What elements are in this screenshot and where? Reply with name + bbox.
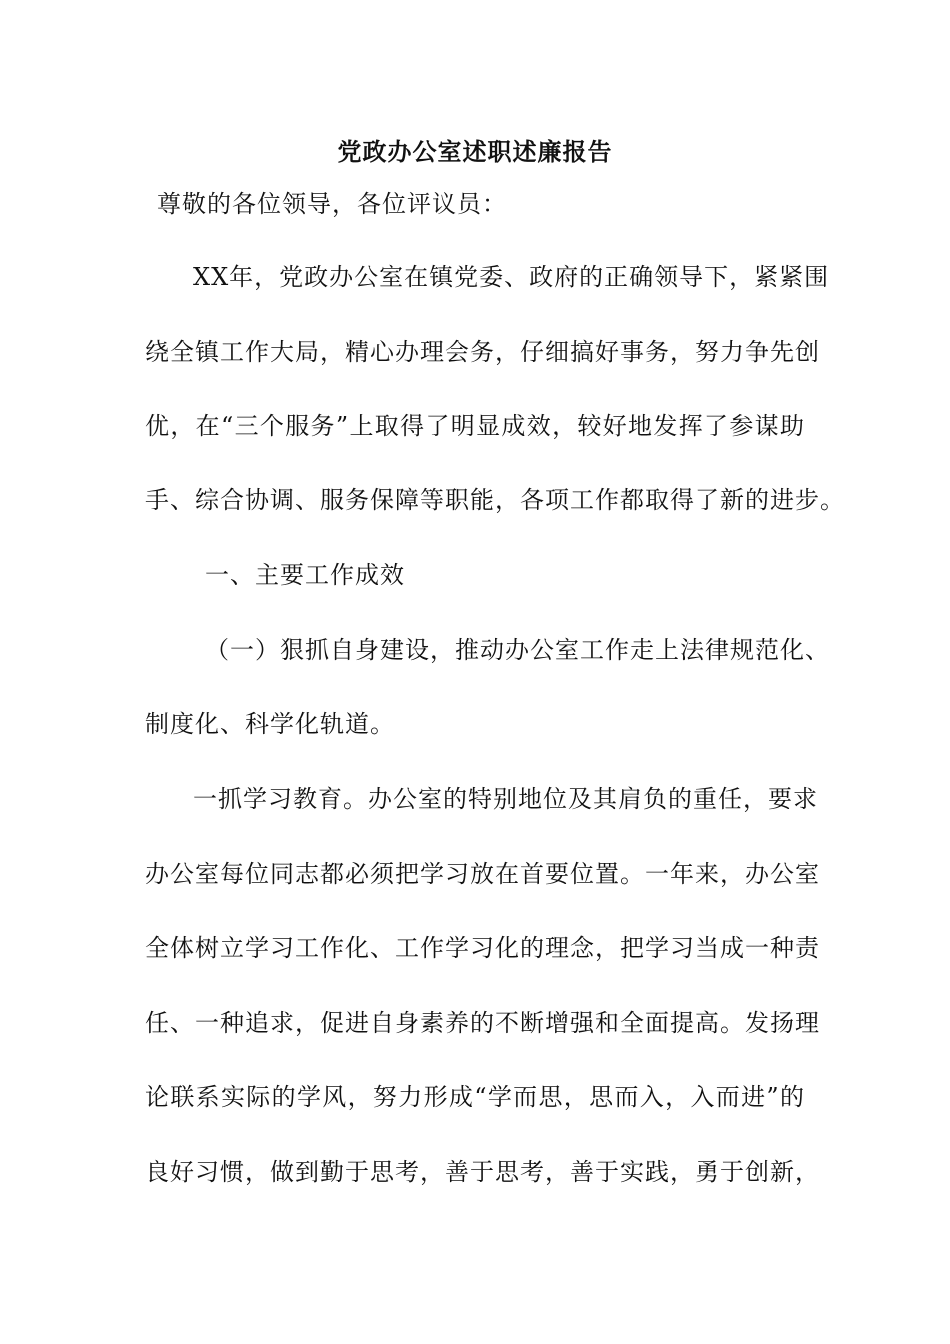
paragraph-1-line-2: 绕全镇工作大局，精心办理会务，仔细搞好事务，努力争先创 — [145, 338, 820, 366]
salutation: 尊敬的各位领导，各位评议员： — [157, 190, 507, 218]
paragraph-2-line-1: 一抓学习教育。办公室的特别地位及其肩负的重任，要求 — [193, 785, 818, 813]
document-title: 党政办公室述职述廉报告 — [337, 137, 613, 166]
section-heading: 一、主要工作成效 — [205, 561, 405, 589]
paragraph-2-line-2: 办公室每位同志都必须把学习放在首要位置。一年来，办公室 — [145, 860, 820, 888]
paragraph-2-line-3: 全体树立学习工作化、工作学习化的理念，把学习当成一种责 — [145, 934, 820, 962]
paragraph-2-line-5: 论联系实际的学风，努力形成“学而思，思而入，入而进”的 — [145, 1083, 805, 1111]
paragraph-1-line-3: 优，在“三个服务”上取得了明显成效，较好地发挥了参谋助 — [145, 412, 805, 440]
paragraph-2-line-6: 良好习惯，做到勤于思考，善于思考，善于实践，勇于创新， — [145, 1158, 820, 1186]
subsection-heading-line-1: （一）狠抓自身建设，推动办公室工作走上法律规范化、 — [205, 636, 830, 664]
paragraph-2-line-4: 任、一种追求，促进自身素养的不断增强和全面提高。发扬理 — [145, 1009, 820, 1037]
subsection-heading-line-2: 制度化、科学化轨道。 — [145, 710, 395, 738]
paragraph-1-line-4: 手、综合协调、服务保障等职能，各项工作都取得了新的进步。 — [145, 486, 845, 514]
paragraph-1-line-1: XX年，党政办公室在镇党委、政府的正确领导下，紧紧围 — [193, 263, 830, 291]
